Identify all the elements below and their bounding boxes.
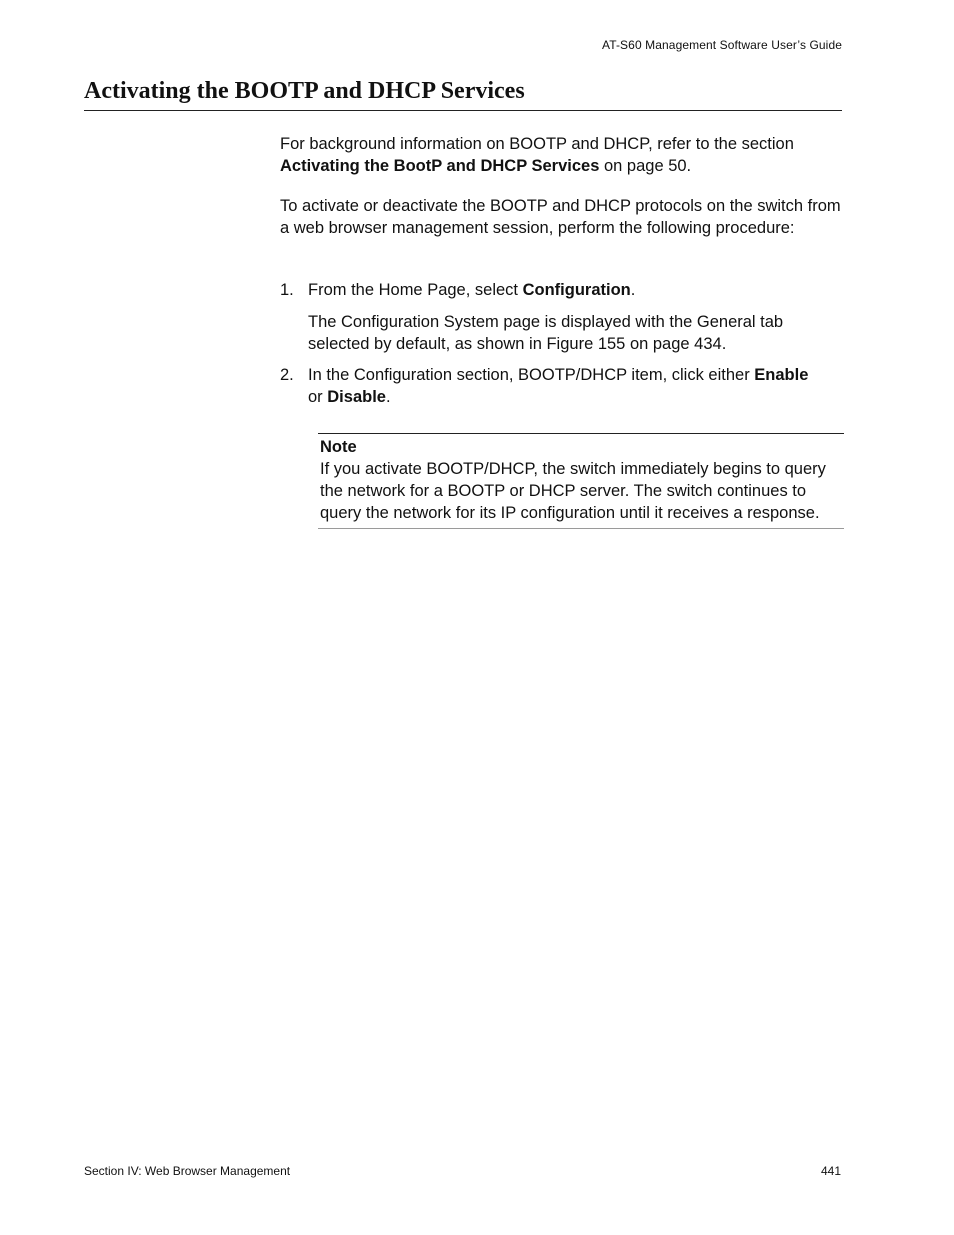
note-box [318,433,844,529]
step-text [308,279,842,301]
step-2-enable-label: Enable [754,366,809,384]
footer-page-number: 441 [820,1164,841,1178]
cross-reference-link: Activating the BootP and DHCP Services [280,157,600,175]
intro-paragraph-1 [280,133,842,177]
intro-paragraph-1-text [280,133,842,177]
intro-paragraph-2 [280,195,842,239]
step-number: 2. [280,366,294,384]
step-2-middle: or [308,388,328,406]
step-1-text-after: . [630,281,636,299]
procedure-step-1-detail: The Configuration System page is displayed with the General tab selected by default, as shown in Figure 155 on page 434. [308,313,784,353]
step-1-menu-name: Configuration [522,281,631,299]
step-2-text-after: . [385,388,391,406]
section-title: Activating the BOOTP and DHCP Services [84,76,842,111]
running-header: AT-S60 Management Software User’s Guide [601,38,842,52]
step-text [308,364,842,408]
step-number: 1. [280,281,294,299]
footer-section-name: Section IV: Web Browser Management [84,1164,291,1178]
intro-p1-text: For background information on BOOTP and DHCP, refer to the section [280,135,794,153]
intro-p2-text: To activate or deactivate the BOOTP and DHCP protocols on the switch from a web browser management session, perform the following procedure: [280,197,841,237]
intro-p1-suffix: on page 50. [599,157,692,175]
note-body: If you activate BOOTP/DHCP, the switch immediately begins to query the network for a BOOTP or DHCP server. The switch continues to query the network for its IP configuration until it receives a response. [320,460,826,522]
step-1-text-before: From the Home Page, select [308,281,523,299]
note-title: Note [320,438,357,456]
step-2-text-before: In the Configuration section, BOOTP/DHCP item, click either [308,366,755,384]
step-2-disable-label: Disable [327,388,386,406]
